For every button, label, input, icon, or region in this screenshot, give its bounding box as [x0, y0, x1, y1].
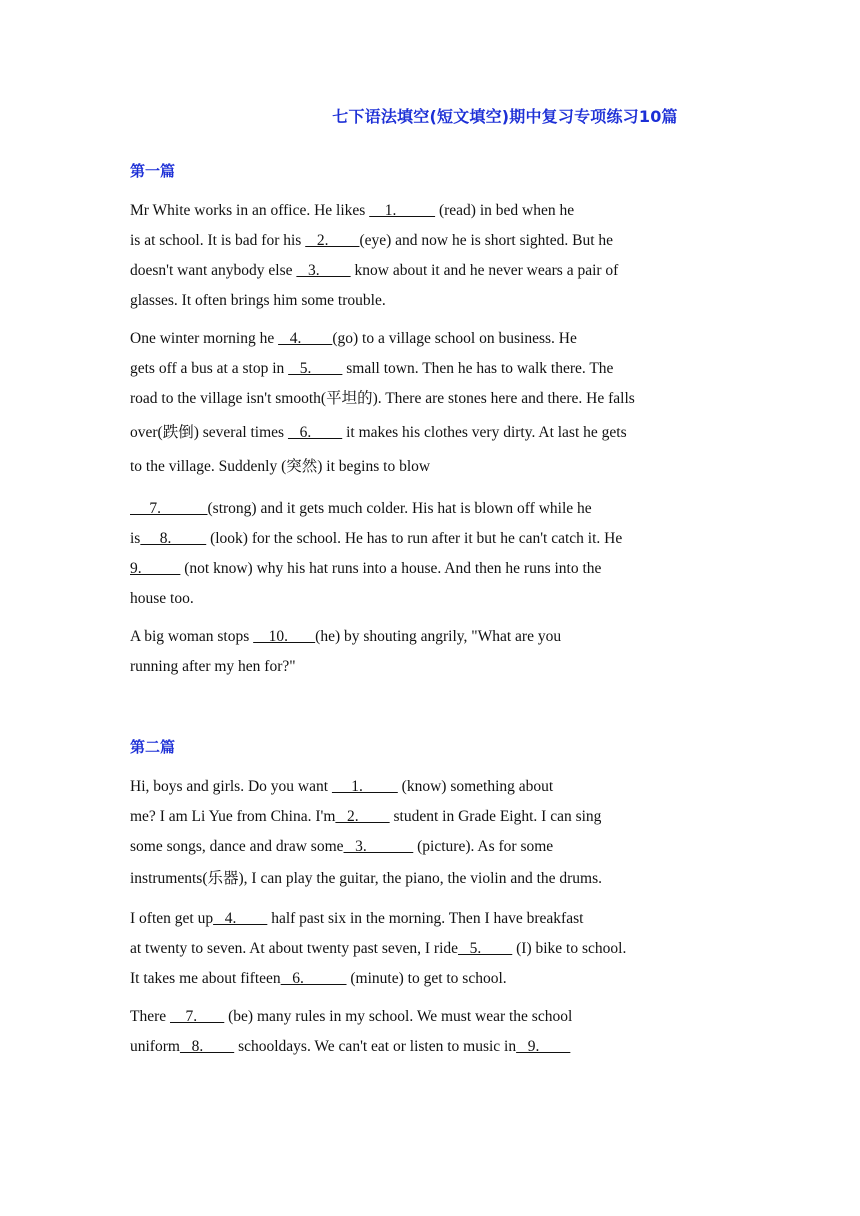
text-line: road to the village isn't smooth(平坦的). There are stones here and there. He falls: [130, 390, 635, 407]
blank-8: 8.: [140, 530, 207, 547]
section-2-paragraph-1: [130, 772, 730, 894]
text-span: (not know) why his hat runs into a house. And then he runs into the: [180, 560, 602, 577]
text-span: (minute) to get to school.: [346, 970, 507, 987]
text-span: it makes his clothes very dirty. At last he gets: [342, 424, 627, 441]
text-span: half past six in the morning. Then I have breakfast: [267, 910, 584, 927]
text-span: A big woman stops: [130, 628, 254, 645]
blank-6: 6.: [287, 424, 343, 441]
section-2-paragraph-3: [130, 1002, 730, 1062]
text-span: schooldays. We can't eat or listen to music in: [234, 1038, 517, 1055]
blank-7: 7.: [130, 500, 208, 517]
text-line: running after my hen for?": [130, 658, 296, 675]
text-line: glasses. It often brings him some trouble.: [130, 292, 386, 309]
blank-10: 10.: [253, 628, 316, 645]
section-1-paragraph-2: [130, 324, 730, 482]
blank-4: 4.: [213, 910, 268, 927]
text-line: to the village. Suddenly (突然) it begins to blow: [130, 458, 431, 475]
text-span: student in Grade Eight. I can sing: [389, 808, 602, 825]
text-span: some songs, dance and draw some: [130, 838, 344, 855]
text-line: instruments(乐器), I can play the guitar, the piano, the violin and the drums.: [130, 870, 603, 887]
document-title: 七下语法填空(短文填空)期中复习专项练习10篇: [332, 107, 678, 126]
blank-3: 3.: [296, 262, 351, 279]
blank-5: 5.: [288, 360, 343, 377]
text-line: house too.: [130, 590, 194, 607]
text-span: me? I am Li Yue from China. I'm: [130, 808, 336, 825]
blank-2: 2.: [305, 232, 360, 249]
text-span: over(跌倒) several times: [130, 424, 288, 441]
text-span: at twenty to seven. At about twenty past seven, I ride: [130, 940, 459, 957]
text-span: Mr White works in an office. He likes: [130, 202, 370, 219]
text-span: (I) bike to school.: [512, 940, 627, 957]
text-span: One winter morning he: [130, 330, 279, 347]
text-span: (look) for the school. He has to run after it but he can't catch it. He: [206, 530, 623, 547]
blank-1: 1.: [331, 778, 398, 795]
text-span: (read) in bed when he: [435, 202, 575, 219]
text-span: know about it and he never wears a pair of: [350, 262, 619, 279]
section-1-paragraph-3: [130, 494, 730, 614]
text-span: uniform: [130, 1038, 180, 1055]
text-span: is: [130, 530, 141, 547]
blank-8: 8.: [179, 1038, 235, 1055]
blank-4: 4.: [278, 330, 333, 347]
text-span: small town. Then he has to walk there. The: [342, 360, 614, 377]
blank-7: 7.: [170, 1008, 225, 1025]
blank-9: 9.: [516, 1038, 571, 1055]
text-span: (know) something about: [397, 778, 554, 795]
section-1-heading: 第一篇: [130, 162, 176, 180]
text-span: There: [130, 1008, 171, 1025]
section-1-paragraph-4: [130, 622, 730, 682]
blank-1: 1.: [369, 202, 436, 219]
text-span: is at school. It is bad for his: [130, 232, 306, 249]
text-span: (strong) and it gets much colder. His hat is blown off while he: [207, 500, 592, 517]
text-span: gets off a bus at a stop in: [130, 360, 289, 377]
blank-5: 5.: [458, 940, 513, 957]
text-span: (eye) and now he is short sighted. But he: [359, 232, 614, 249]
section-1-paragraph-1: [130, 196, 730, 316]
section-2-paragraph-2: [130, 904, 730, 994]
text-span: (picture). As for some: [413, 838, 554, 855]
text-span: It takes me about fifteen: [130, 970, 281, 987]
blank-9: 9.: [130, 560, 181, 577]
text-span: (go) to a village school on business. He: [332, 330, 577, 347]
text-span: Hi, boys and girls. Do you want: [130, 778, 332, 795]
section-2-heading: 第二篇: [130, 738, 176, 756]
blank-3: 3.: [343, 838, 414, 855]
blank-2: 2.: [335, 808, 390, 825]
text-span: (he) by shouting angrily, "What are you: [315, 628, 562, 645]
text-span: I often get up: [130, 910, 214, 927]
text-span: doesn't want anybody else: [130, 262, 297, 279]
blank-6: 6.: [280, 970, 347, 987]
text-span: (be) many rules in my school. We must wear the school: [224, 1008, 573, 1025]
